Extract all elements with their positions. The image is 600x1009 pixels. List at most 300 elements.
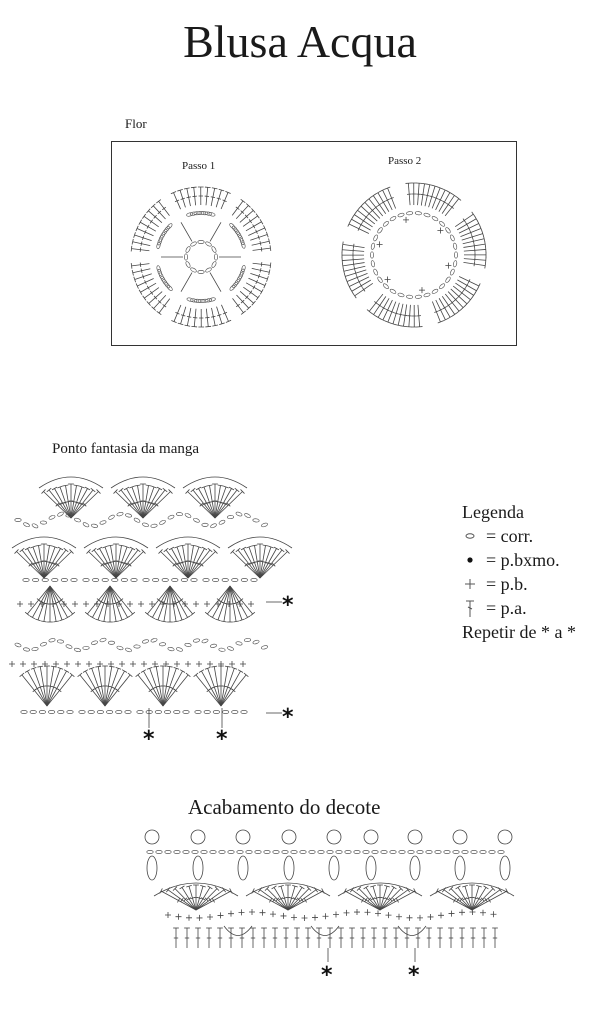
single-crochet bbox=[176, 914, 182, 920]
chain-stitch bbox=[219, 850, 225, 853]
treble-bar bbox=[261, 262, 262, 266]
chain-stitch bbox=[241, 578, 247, 581]
treble-top bbox=[364, 886, 369, 889]
treble-top bbox=[245, 616, 250, 619]
single-crochet bbox=[196, 661, 202, 667]
treble-bar bbox=[385, 898, 389, 900]
chain-stitch bbox=[74, 648, 81, 653]
treble-bar bbox=[446, 203, 450, 205]
treble-top bbox=[153, 666, 159, 667]
chain-stitch bbox=[222, 578, 228, 581]
single-crochet bbox=[75, 661, 81, 667]
treble-top bbox=[108, 545, 114, 546]
manga-section-label: Ponto fantasia da manga bbox=[52, 441, 200, 457]
treble-top bbox=[225, 666, 231, 667]
chain-stitch bbox=[211, 261, 217, 268]
chain-stitch bbox=[363, 850, 369, 853]
treble-top bbox=[113, 621, 119, 622]
treble-top bbox=[241, 311, 246, 314]
treble-top bbox=[218, 485, 224, 486]
single-crochet bbox=[239, 909, 245, 915]
treble-top bbox=[252, 545, 258, 546]
treble-bar bbox=[477, 898, 481, 900]
treble-top bbox=[280, 548, 284, 552]
chain-stitch bbox=[185, 261, 191, 268]
scallop bbox=[311, 926, 339, 936]
treble-top bbox=[191, 545, 197, 546]
chain-stitch bbox=[417, 850, 423, 853]
chain-stitch bbox=[40, 642, 47, 647]
chain-stitch bbox=[159, 642, 166, 646]
treble-bar bbox=[187, 316, 191, 317]
chain-stitch bbox=[406, 211, 413, 215]
treble-bar bbox=[162, 207, 166, 210]
chain-stitch bbox=[202, 523, 208, 526]
treble-bar bbox=[353, 244, 354, 248]
chain-stitch bbox=[48, 515, 55, 520]
treble-bar bbox=[66, 501, 70, 502]
chain-stitch bbox=[176, 512, 183, 516]
decote-section-label: Acabamento do decote bbox=[188, 795, 381, 819]
treble-bar bbox=[260, 241, 261, 245]
treble-top bbox=[235, 488, 239, 492]
single-crochet bbox=[193, 601, 199, 607]
treble-top bbox=[241, 547, 246, 550]
repeat-markers bbox=[143, 593, 420, 988]
chain-stitch bbox=[99, 520, 106, 525]
treble-top bbox=[472, 293, 475, 298]
puff-stitch bbox=[193, 856, 203, 880]
chain-stitch bbox=[336, 850, 342, 853]
chain-stitch bbox=[370, 252, 373, 258]
chain-stitch bbox=[218, 519, 225, 525]
single-crochet bbox=[491, 911, 497, 917]
chain-stitch bbox=[397, 292, 404, 297]
treble-top bbox=[161, 621, 167, 622]
picot bbox=[498, 830, 512, 844]
treble-top bbox=[163, 488, 167, 492]
chain-stitch bbox=[261, 522, 268, 527]
single-crochet bbox=[72, 601, 78, 607]
legend-item-pb: = p.b. bbox=[462, 572, 576, 596]
chain-stitch bbox=[498, 850, 504, 853]
treble-top bbox=[169, 547, 174, 550]
treble-bar bbox=[463, 898, 467, 900]
chain-stitch bbox=[399, 850, 405, 853]
chain-stitch bbox=[354, 850, 360, 853]
legend-item-pa: = p.a. bbox=[462, 596, 576, 620]
treble-top bbox=[150, 616, 155, 619]
chain-stitch bbox=[183, 850, 189, 853]
chain-stitch bbox=[309, 850, 315, 853]
treble-bar bbox=[371, 898, 375, 900]
chain-stitch bbox=[445, 227, 451, 234]
picot bbox=[282, 830, 296, 844]
single-crochet bbox=[419, 287, 425, 293]
single-crochet bbox=[260, 910, 266, 916]
legend-item-pbxmo: = p.bxmo. bbox=[462, 548, 576, 572]
treble-bar bbox=[111, 561, 115, 562]
treble-top bbox=[205, 326, 211, 327]
single-crochet bbox=[31, 661, 37, 667]
single-crochet bbox=[207, 914, 213, 920]
spoke bbox=[181, 273, 192, 292]
treble-bar bbox=[293, 898, 297, 900]
treble-bar bbox=[236, 207, 240, 210]
single-crochet bbox=[215, 601, 221, 607]
flor-passo1-diagram bbox=[131, 187, 271, 327]
repeat-marker: * bbox=[282, 593, 294, 618]
chain-stitch bbox=[185, 246, 191, 253]
treble-top bbox=[47, 545, 53, 546]
chain-stitch bbox=[159, 519, 166, 525]
treble-top bbox=[122, 670, 127, 673]
treble-top bbox=[241, 199, 246, 202]
chain-stitch bbox=[156, 242, 161, 249]
treble-top bbox=[78, 673, 82, 677]
treble-top bbox=[260, 219, 263, 224]
chain-stitch bbox=[426, 850, 432, 853]
chain-stitch bbox=[186, 212, 193, 217]
repeat-marker: * bbox=[321, 963, 333, 988]
chain-stitch bbox=[181, 578, 187, 581]
treble-top bbox=[356, 208, 360, 212]
treble-top bbox=[65, 616, 70, 619]
chain-stitch bbox=[156, 850, 162, 853]
treble-top bbox=[30, 616, 35, 619]
picot bbox=[364, 830, 378, 844]
chain-stitch bbox=[238, 272, 244, 279]
treble-bar bbox=[261, 247, 262, 251]
chain-stitch bbox=[480, 850, 486, 853]
treble-top bbox=[392, 886, 397, 889]
chain-stitch bbox=[471, 850, 477, 853]
chain-stitch bbox=[450, 269, 456, 276]
chain-stitch bbox=[371, 243, 375, 250]
chain-stitch bbox=[241, 710, 247, 713]
treble-top bbox=[141, 670, 146, 673]
spoke bbox=[210, 222, 221, 241]
chain-stitch bbox=[133, 517, 140, 523]
single-crochet bbox=[438, 912, 444, 918]
single-crochet bbox=[249, 909, 255, 915]
chain-stitch bbox=[261, 645, 268, 650]
chain-stitch bbox=[264, 850, 270, 853]
legend-repeat-note: Repetir de * a * bbox=[462, 622, 576, 642]
chain-stitch bbox=[222, 710, 228, 713]
picot bbox=[408, 830, 422, 844]
treble-top bbox=[452, 194, 457, 197]
chain-stitch bbox=[377, 227, 383, 234]
treble-bar bbox=[463, 219, 465, 223]
treble-top bbox=[457, 197, 461, 201]
treble-top bbox=[401, 326, 407, 327]
chain-stitch bbox=[198, 270, 204, 273]
flor-passo2-diagram bbox=[342, 183, 486, 327]
treble-top bbox=[272, 886, 277, 889]
treble-bar bbox=[209, 898, 212, 902]
treble-top bbox=[97, 547, 102, 550]
treble-top bbox=[186, 673, 190, 677]
single-crochet bbox=[119, 661, 125, 667]
single-crochet bbox=[17, 601, 23, 607]
treble-bar bbox=[378, 203, 382, 205]
single-crochet bbox=[312, 915, 318, 921]
treble-top bbox=[208, 886, 213, 889]
treble-top bbox=[25, 670, 30, 673]
chain-stitch bbox=[192, 850, 198, 853]
chain-stitch bbox=[32, 578, 38, 581]
chain-stitch bbox=[48, 710, 54, 713]
chain-stitch bbox=[382, 220, 389, 227]
chain-stitch bbox=[99, 638, 106, 643]
chain-stitch bbox=[450, 234, 456, 241]
single-crochet bbox=[248, 601, 254, 607]
chain-stitch bbox=[167, 514, 174, 519]
treble-top bbox=[353, 212, 356, 217]
treble-top bbox=[70, 673, 74, 677]
treble-top bbox=[157, 311, 162, 314]
chain-stitch bbox=[390, 850, 396, 853]
treble-top bbox=[143, 296, 146, 301]
treble-top bbox=[20, 548, 24, 552]
treble-top bbox=[85, 487, 90, 490]
chain-stitch bbox=[172, 578, 178, 581]
single-crochet bbox=[459, 909, 465, 915]
chain-stitch bbox=[23, 647, 30, 651]
treble-top bbox=[47, 488, 51, 492]
treble-top bbox=[101, 621, 107, 622]
scallop bbox=[224, 926, 252, 936]
treble-top bbox=[202, 547, 207, 550]
chain-stitch bbox=[58, 710, 64, 713]
treble-top bbox=[191, 488, 195, 492]
treble-top bbox=[64, 548, 68, 552]
chain-stitch bbox=[142, 639, 149, 644]
picot bbox=[236, 830, 250, 844]
chain-stitch bbox=[236, 641, 243, 646]
chain-stitch bbox=[201, 638, 208, 643]
chain-stitch bbox=[253, 518, 260, 522]
puff-stitch bbox=[410, 856, 420, 880]
chain-stitch bbox=[454, 252, 457, 258]
treble-top bbox=[212, 188, 218, 189]
single-crochet bbox=[240, 661, 246, 667]
treble-top bbox=[485, 263, 486, 269]
single-crochet bbox=[86, 661, 92, 667]
treble-bar bbox=[249, 219, 252, 223]
treble-bar bbox=[398, 314, 402, 315]
treble-top bbox=[74, 485, 80, 486]
treble-top bbox=[185, 616, 190, 619]
treble-top bbox=[184, 188, 190, 189]
treble-bar bbox=[211, 316, 215, 317]
treble-bar bbox=[183, 561, 187, 562]
single-crochet bbox=[323, 913, 329, 919]
chain-stitch bbox=[65, 644, 72, 649]
chain-stitch bbox=[381, 850, 387, 853]
treble-top bbox=[92, 548, 96, 552]
single-crochet bbox=[185, 661, 191, 667]
single-crochet bbox=[186, 915, 192, 921]
treble-bar bbox=[141, 242, 142, 246]
puff-stitch bbox=[284, 856, 294, 880]
treble-top bbox=[131, 263, 132, 269]
single-crochet bbox=[141, 661, 147, 667]
single-crochet bbox=[437, 228, 443, 234]
treble-top bbox=[128, 673, 132, 677]
treble-top bbox=[36, 545, 42, 546]
chain-stitch bbox=[102, 578, 108, 581]
puff-stitch bbox=[455, 856, 465, 880]
chain-stitch bbox=[131, 578, 137, 581]
chain-stitch bbox=[423, 213, 430, 218]
chain-stitch bbox=[439, 283, 446, 290]
chain-stitch bbox=[210, 523, 217, 529]
treble-bar bbox=[211, 197, 215, 198]
chain-stitch bbox=[371, 260, 375, 267]
single-crochet bbox=[445, 263, 451, 269]
picot bbox=[327, 830, 341, 844]
spoke bbox=[181, 222, 192, 241]
chain-stitch bbox=[187, 297, 194, 302]
page-title: Blusa Acqua bbox=[183, 16, 417, 67]
treble-top bbox=[90, 616, 95, 619]
chain-stitch bbox=[150, 638, 157, 643]
treble-top bbox=[91, 488, 95, 492]
single-crochet bbox=[229, 661, 235, 667]
treble-top bbox=[109, 666, 115, 667]
treble-bar bbox=[273, 898, 276, 902]
treble-top bbox=[270, 263, 271, 269]
chain-stitch bbox=[406, 295, 413, 299]
treble-bar bbox=[181, 898, 184, 902]
chain-stitch bbox=[74, 518, 81, 523]
treble-bar bbox=[150, 220, 153, 224]
treble-top bbox=[157, 487, 162, 490]
treble-top bbox=[256, 214, 259, 219]
treble-top bbox=[139, 290, 142, 295]
treble-bar bbox=[474, 244, 475, 248]
chain-stitch bbox=[190, 267, 197, 273]
treble-bar bbox=[362, 219, 364, 223]
treble-top bbox=[164, 548, 168, 552]
chain-stitch bbox=[158, 235, 164, 242]
chain-stitch bbox=[377, 276, 383, 283]
single-crochet bbox=[291, 914, 297, 920]
treble-bar bbox=[403, 315, 407, 316]
chain-stitch bbox=[106, 710, 112, 713]
single-crochet bbox=[171, 601, 177, 607]
chain-stitch bbox=[193, 638, 200, 642]
single-crochet bbox=[28, 601, 34, 607]
chain-stitch bbox=[39, 710, 45, 713]
single-crochet bbox=[417, 915, 423, 921]
chain-stitch bbox=[91, 640, 98, 645]
treble-bar bbox=[447, 304, 451, 306]
chain-stitch bbox=[244, 513, 251, 519]
treble-top bbox=[190, 612, 194, 616]
chain-stitch bbox=[168, 647, 175, 652]
single-crochet bbox=[138, 601, 144, 607]
chain-stitch bbox=[241, 265, 246, 272]
chain-stitch bbox=[121, 578, 127, 581]
chain-stitch bbox=[415, 211, 422, 215]
single-crochet bbox=[97, 661, 103, 667]
treble-top bbox=[353, 293, 356, 298]
chain-stitch bbox=[125, 647, 132, 652]
treble-top bbox=[125, 616, 130, 619]
treble-bar bbox=[279, 898, 283, 900]
repeat-marker: * bbox=[143, 727, 155, 752]
chain-stitch bbox=[252, 640, 259, 645]
single-crochet bbox=[270, 911, 276, 917]
treble-top bbox=[452, 313, 457, 316]
chain-stitch bbox=[155, 710, 161, 713]
treble-top bbox=[229, 487, 234, 490]
chain-stitch bbox=[205, 241, 212, 247]
chain-stitch bbox=[67, 710, 73, 713]
treble-top bbox=[236, 548, 240, 552]
chain-stitch bbox=[184, 254, 187, 260]
chain-stitch bbox=[444, 850, 450, 853]
chain-stitch bbox=[30, 710, 36, 713]
chain-stitch bbox=[82, 522, 89, 528]
chain-stitch bbox=[164, 710, 170, 713]
chain-stitch bbox=[147, 850, 153, 853]
treble-bar bbox=[187, 197, 191, 198]
single-crochet bbox=[386, 912, 392, 918]
treble-top bbox=[41, 621, 47, 622]
chain-stitch bbox=[116, 646, 123, 651]
chain-stitch bbox=[397, 213, 404, 218]
treble-bar bbox=[378, 304, 382, 306]
chain-stitch bbox=[14, 642, 21, 647]
chain-stitch bbox=[251, 578, 257, 581]
treble-top bbox=[185, 325, 191, 326]
single-crochet bbox=[228, 911, 234, 917]
treble-bar bbox=[255, 561, 259, 562]
treble-bar bbox=[141, 269, 142, 273]
treble-bar bbox=[187, 898, 191, 900]
treble-bar bbox=[260, 268, 261, 272]
single-crochet bbox=[302, 915, 308, 921]
treble-top bbox=[53, 621, 59, 622]
treble-top bbox=[156, 200, 161, 203]
chain-stitch bbox=[372, 850, 378, 853]
single-crochet bbox=[64, 661, 70, 667]
treble-top bbox=[447, 191, 452, 194]
treble-top bbox=[350, 289, 353, 294]
treble-top bbox=[191, 326, 197, 327]
chain-stitch bbox=[21, 710, 27, 713]
single-crochet bbox=[333, 911, 339, 917]
chain-stitch bbox=[229, 284, 236, 291]
treble-top bbox=[457, 309, 461, 313]
chain-stitch bbox=[190, 241, 197, 247]
chain-stitch bbox=[373, 269, 379, 276]
single-crochet bbox=[365, 909, 371, 915]
chain-stitch bbox=[92, 578, 98, 581]
chain-stitch bbox=[241, 242, 246, 249]
treble-top bbox=[342, 263, 343, 269]
chain-stitch bbox=[327, 850, 333, 853]
treble-bar bbox=[210, 501, 214, 502]
chain-stitch bbox=[219, 648, 226, 652]
chain-stitch bbox=[71, 578, 77, 581]
repeat-marker: * bbox=[216, 727, 228, 752]
chain-stitch bbox=[83, 646, 90, 650]
